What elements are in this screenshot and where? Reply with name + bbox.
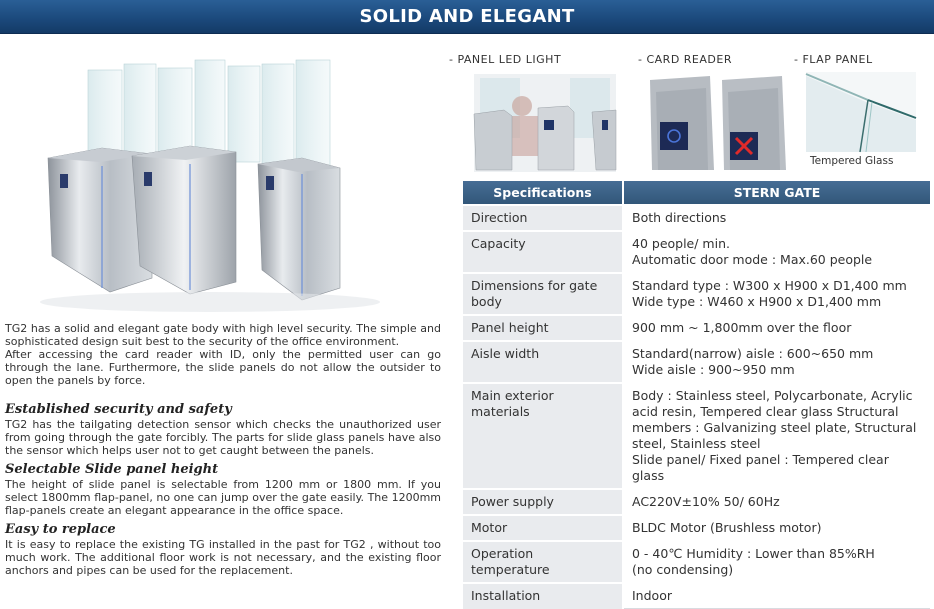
spec-key: Motor: [463, 515, 623, 541]
section-title: Established security and safety: [5, 402, 232, 417]
spec-row: [463, 489, 930, 515]
page-title: SOLID AND ELEGANT: [359, 6, 575, 27]
section-body: TG2 has the tailgating detection sensor which checks the unauthorized user from going through the gate forcibly. The parts for slide glass panels have also the sensor which helps user not to get caught between the panels.: [5, 418, 441, 457]
spec-value: [623, 383, 930, 489]
section-slide-panel: [5, 462, 441, 517]
spec-key: Installation: [463, 583, 623, 609]
spec-value: [623, 315, 930, 341]
thumb-label-flap: - FLAP PANEL: [794, 53, 873, 66]
spec-value-line: Standard(narrow) aisle : 600~650 mm: [632, 346, 874, 361]
spec-value-line: BLDC Motor (Brushless motor): [632, 520, 822, 535]
spec-key: Power supply: [463, 489, 623, 515]
spec-table: [463, 181, 930, 609]
spec-row: [463, 205, 930, 231]
intro-paragraph: After accessing the card reader with ID, only the permitted user can go through the lane. Furthermore, the slide panels do not allow the outsider to open the panels by force.: [5, 348, 441, 387]
spec-value: [623, 231, 930, 273]
spec-value-line: Wide type : W460 x H900 x D1,400 mm: [632, 294, 882, 309]
spec-header-row: [463, 181, 930, 205]
thumb-label-led: - PANEL LED LIGHT: [449, 53, 562, 66]
intro-paragraph: TG2 has a solid and elegant gate body with high level security. The simple and sophisticated design suit best to the security of the office environment.: [5, 322, 441, 348]
thumb-label-card: - CARD READER: [638, 53, 732, 66]
spec-rows: [463, 205, 930, 609]
spec-value-line: Body : Stainless steel, Polycarbonate, Acrylic acid resin, Tempered clear glass Structural members : Galvanizing steel plate, Structural steel, Stainless steel: [632, 388, 917, 451]
spec-value-line: 900 mm ~ 1,800mm over the floor: [632, 320, 852, 335]
spec-row: [463, 583, 930, 609]
spec-value-line: Automatic door mode : Max.60 people: [632, 252, 873, 267]
card-reader-image: [650, 76, 786, 170]
spec-value-line: Indoor: [632, 588, 672, 603]
header-banner: [0, 0, 934, 34]
spec-value: [623, 515, 930, 541]
flap-panel-image: [806, 72, 916, 152]
spec-value-line: Slide panel/ Fixed panel : Tempered clear glass: [632, 452, 889, 483]
spec-row: [463, 341, 930, 383]
section-title: Selectable Slide panel height: [5, 462, 219, 477]
spec-value: [623, 583, 930, 609]
spec-value: [623, 205, 930, 231]
spec-value: [623, 541, 930, 583]
spec-value-line: 40 people/ min.: [632, 236, 730, 251]
spec-value: [623, 341, 930, 383]
spec-key: Main exterior materials: [463, 383, 623, 489]
section-replace: [5, 522, 441, 577]
spec-header-value: STERN GATE: [623, 181, 930, 205]
section-security: [5, 402, 441, 457]
spec-key: Capacity: [463, 231, 623, 273]
spec-row: [463, 273, 930, 315]
spec-key: Operation temperature: [463, 541, 623, 583]
spec-key: Panel height: [463, 315, 623, 341]
spec-row: [463, 383, 930, 489]
spec-value: [623, 489, 930, 515]
section-title: Easy to replace: [5, 522, 116, 537]
spec-value-line: Both directions: [632, 210, 727, 225]
spec-value: [623, 273, 930, 315]
spec-value-line: AC220V±10% 50/ 60Hz: [632, 494, 780, 509]
panel-led-image: [474, 74, 616, 172]
spec-row: [463, 231, 930, 273]
spec-value-line: 0 - 40℃ Humidity : Lower than 85%RH: [632, 546, 875, 561]
spec-key: Direction: [463, 205, 623, 231]
spec-key: Dimensions for gate body: [463, 273, 623, 315]
spec-value-line: Wide aisle : 900~950 mm: [632, 362, 795, 377]
section-body: It is easy to replace the existing TG installed in the past for TG2 , without too much work. The additional floor work is not necessary, and the existing floor anchors and pipes can be used for the replacement.: [5, 538, 441, 577]
spec-header-key: Specifications: [463, 181, 623, 205]
spec-key: Aisle width: [463, 341, 623, 383]
spec-row: [463, 315, 930, 341]
spec-value-line: (no condensing): [632, 562, 734, 577]
section-body: The height of slide panel is selectable from 1200 mm or 1800 mm. If you select 1800mm flap-panel, no one can jump over the gate easily. The 1200mm flap-panels create an elegant appearance in the office space.: [5, 478, 441, 517]
spec-row: [463, 541, 930, 583]
flap-caption: Tempered Glass: [810, 155, 894, 167]
intro-text: [5, 322, 441, 387]
spec-row: [463, 515, 930, 541]
speed-gate-product-image: [40, 56, 400, 318]
spec-value-line: Standard type : W300 x H900 x D1,400 mm: [632, 278, 907, 293]
